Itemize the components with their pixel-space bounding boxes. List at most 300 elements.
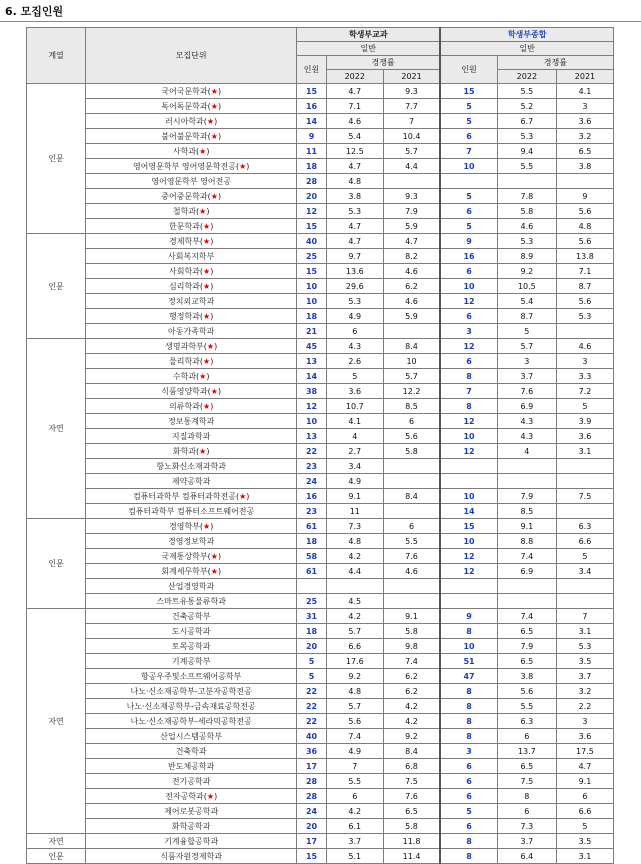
- unit-name: 아동가족학과: [167, 326, 215, 336]
- unit-name: 산업시스템공학부: [160, 731, 223, 741]
- count-a: 16: [297, 489, 327, 504]
- unit-name: 기계융합공학과: [164, 836, 219, 846]
- count-b: 6: [440, 204, 497, 219]
- count-a: 18: [297, 159, 327, 174]
- rate-2021-a: 11.4: [383, 849, 440, 864]
- rate-2022-b: 6: [497, 729, 556, 744]
- unit-name: 항노화신소재과학과: [156, 461, 226, 471]
- unit-cell: 회계세무학부(★): [86, 564, 297, 579]
- rate-2022-a: 4.6: [326, 114, 383, 129]
- count-a: 25: [297, 249, 327, 264]
- header-category: 계열: [27, 28, 86, 84]
- rate-2021-a: 4.6: [383, 294, 440, 309]
- table-row: [27, 354, 614, 369]
- star-icon: ★: [203, 266, 211, 276]
- rate-2022-a: 2.7: [326, 444, 383, 459]
- unit-name: 지질과학과: [171, 431, 211, 441]
- rate-2022-a: 9.1: [326, 489, 383, 504]
- table-row: [27, 249, 614, 264]
- count-a: 28: [297, 789, 327, 804]
- table-row: [27, 114, 614, 129]
- rate-2021-a: 10: [383, 354, 440, 369]
- rate-2022-b: 5.3: [497, 234, 556, 249]
- unit-cell: [86, 744, 297, 759]
- star-icon: ★: [210, 566, 218, 576]
- unit-cell: 수학과(★): [86, 369, 297, 384]
- rate-2021-b: 5: [556, 399, 613, 414]
- header-unit: 모집단위: [86, 28, 297, 84]
- table-row: [27, 774, 614, 789]
- rate-2021-b: 3.2: [556, 129, 613, 144]
- rate-2021-a: 12.2: [383, 384, 440, 399]
- rate-2022-a: 4.2: [326, 549, 383, 564]
- rate-2022-b: 5.5: [497, 699, 556, 714]
- rate-2021-b: [556, 594, 613, 609]
- table-row: [27, 279, 614, 294]
- table-row: [27, 699, 614, 714]
- count-b: 8: [440, 399, 497, 414]
- rate-2021-b: 13.8: [556, 249, 613, 264]
- rate-2022-b: 6.3: [497, 714, 556, 729]
- count-a: 14: [297, 114, 327, 129]
- header-year-2022-b: 2022: [497, 70, 556, 84]
- star-icon: ★: [203, 311, 211, 321]
- rate-2022-a: 4.8: [326, 174, 383, 189]
- unit-cell: [86, 699, 297, 714]
- unit-name: 컴퓨터과학부 컴퓨터소프트웨어전공: [128, 506, 255, 516]
- unit-name: 나노·신소재공학부-세라믹공학전공: [130, 716, 252, 726]
- rate-2021-b: 3.5: [556, 654, 613, 669]
- count-b: 9: [440, 609, 497, 624]
- rate-2022-b: 7.3: [497, 819, 556, 834]
- unit-cell: [86, 669, 297, 684]
- rate-2022-b: 3.7: [497, 369, 556, 384]
- count-a: [297, 579, 327, 594]
- category-cell: 인문: [27, 849, 86, 864]
- rate-2021-a: 9.3: [383, 84, 440, 99]
- unit-name: 화학과: [172, 446, 197, 456]
- rate-2022-a: 4.8: [326, 534, 383, 549]
- rate-2022-a: 6: [326, 789, 383, 804]
- rate-2021-b: 2.2: [556, 699, 613, 714]
- rate-2021-a: [383, 324, 440, 339]
- count-b: 6: [440, 759, 497, 774]
- unit-cell: 독어독문학과(★): [86, 99, 297, 114]
- rate-2021-a: 5.7: [383, 369, 440, 384]
- unit-name: 나노·신소재공학부-금속재료공학전공: [126, 701, 256, 711]
- rate-2022-a: 7.1: [326, 99, 383, 114]
- rate-2021-b: 6: [556, 789, 613, 804]
- unit-name: 생명과학부: [165, 341, 204, 351]
- rate-2022-b: 8.7: [497, 309, 556, 324]
- unit-cell: [86, 414, 297, 429]
- rate-2022-b: [497, 174, 556, 189]
- unit-cell: 철학과(★): [86, 204, 297, 219]
- unit-name: 심리학과: [169, 281, 200, 291]
- count-a: 17: [297, 834, 327, 849]
- rate-2021-b: 3.1: [556, 444, 613, 459]
- rate-2022-b: 8: [497, 789, 556, 804]
- unit-cell: 사회학과(★): [86, 264, 297, 279]
- count-b: 10: [440, 639, 497, 654]
- count-a: 24: [297, 474, 327, 489]
- count-b: 12: [440, 444, 497, 459]
- rate-2022-b: 8.9: [497, 249, 556, 264]
- count-a: 18: [297, 624, 327, 639]
- table-row: [27, 594, 614, 609]
- count-a: 20: [297, 639, 327, 654]
- rate-2022-a: 4.7: [326, 159, 383, 174]
- table-row: [27, 189, 614, 204]
- rate-2021-a: 5.9: [383, 309, 440, 324]
- count-b: 9: [440, 234, 497, 249]
- header-competition-b: 경쟁률: [497, 56, 613, 70]
- unit-cell: [86, 504, 297, 519]
- rate-2021-b: 3.3: [556, 369, 613, 384]
- table-row: [27, 534, 614, 549]
- rate-2022-a: 3.4: [326, 459, 383, 474]
- count-b: 10: [440, 429, 497, 444]
- count-b: 7: [440, 384, 497, 399]
- rate-2022-b: 7.9: [497, 639, 556, 654]
- rate-2021-a: 4.6: [383, 264, 440, 279]
- rate-2021-b: 3.6: [556, 429, 613, 444]
- unit-name: 건축공학부: [171, 611, 211, 621]
- count-b: 5: [440, 219, 497, 234]
- table-row: [27, 339, 614, 354]
- rate-2022-a: 4.7: [326, 234, 383, 249]
- unit-name: 전자공학과: [165, 791, 204, 801]
- unit-name: 제어로봇공학과: [164, 806, 219, 816]
- rate-2022-a: 10.7: [326, 399, 383, 414]
- unit-name: 정치외교학과: [167, 296, 215, 306]
- rate-2022-a: 5.1: [326, 849, 383, 864]
- rate-2022-a: 4.9: [326, 309, 383, 324]
- star-icon: ★: [203, 356, 211, 366]
- unit-name: 산업경영학과: [167, 581, 215, 591]
- table-row: [27, 384, 614, 399]
- count-a: 25: [297, 594, 327, 609]
- count-b: 8: [440, 369, 497, 384]
- unit-cell: 생명과학부(★): [86, 339, 297, 354]
- star-icon: ★: [206, 116, 215, 126]
- star-icon: ★: [206, 791, 215, 801]
- rate-2021-b: 3.4: [556, 564, 613, 579]
- count-b: 5: [440, 804, 497, 819]
- category-cell: 인문: [27, 519, 86, 609]
- count-b: 12: [440, 339, 497, 354]
- count-a: 21: [297, 324, 327, 339]
- unit-name: 도시공학과: [171, 626, 211, 636]
- rate-2021-b: [556, 324, 613, 339]
- table-row: [27, 234, 614, 249]
- unit-cell: [86, 804, 297, 819]
- rate-2022-b: 9.2: [497, 264, 556, 279]
- rate-2021-b: 4.6: [556, 339, 613, 354]
- section-title: 6. 모집인원: [5, 5, 64, 18]
- unit-name: 식품영양학과: [161, 386, 208, 396]
- count-a: 13: [297, 429, 327, 444]
- unit-cell: [86, 834, 297, 849]
- rate-2022-a: 9.7: [326, 249, 383, 264]
- unit-name: 전기공학과: [171, 776, 211, 786]
- count-b: 47: [440, 669, 497, 684]
- rate-2022-b: 3: [497, 354, 556, 369]
- rate-2022-b: 9.1: [497, 519, 556, 534]
- rate-2022-b: 5.2: [497, 99, 556, 114]
- unit-cell: [86, 324, 297, 339]
- rate-2022-a: 4.9: [326, 474, 383, 489]
- rate-2021-b: 4.1: [556, 84, 613, 99]
- count-b: 3: [440, 324, 497, 339]
- unit-name: 수학과: [172, 371, 197, 381]
- table-row: [27, 324, 614, 339]
- table-row: [27, 444, 614, 459]
- rate-2021-a: 6.8: [383, 759, 440, 774]
- star-icon: ★: [239, 161, 247, 171]
- rate-2022-a: 6.1: [326, 819, 383, 834]
- table-row: [27, 219, 614, 234]
- count-a: 18: [297, 309, 327, 324]
- rate-2021-a: 7.6: [383, 789, 440, 804]
- rate-2021-b: 3.8: [556, 159, 613, 174]
- count-a: 17: [297, 759, 327, 774]
- rate-2021-a: 8.4: [383, 489, 440, 504]
- star-icon: ★: [203, 521, 211, 531]
- rate-2021-a: 4.2: [383, 699, 440, 714]
- rate-2022-b: 6.5: [497, 654, 556, 669]
- count-a: 11: [297, 144, 327, 159]
- rate-2021-b: [556, 174, 613, 189]
- unit-cell: [86, 714, 297, 729]
- count-a: 5: [297, 669, 327, 684]
- unit-cell: [86, 249, 297, 264]
- unit-cell: 화학과(★): [86, 444, 297, 459]
- table-row: [27, 564, 614, 579]
- count-a: 40: [297, 729, 327, 744]
- rate-2022-b: 5.7: [497, 339, 556, 354]
- star-icon: ★: [203, 221, 211, 231]
- rate-2021-b: 6.3: [556, 519, 613, 534]
- unit-name: 불어불문학과: [161, 131, 208, 141]
- category-cell: 자연: [27, 339, 86, 519]
- table-row: [27, 99, 614, 114]
- unit-cell: [86, 639, 297, 654]
- rate-2021-b: [556, 579, 613, 594]
- rate-2022-a: 4.7: [326, 219, 383, 234]
- rate-2022-b: [497, 594, 556, 609]
- rate-2021-a: 7.5: [383, 774, 440, 789]
- table-row: [27, 309, 614, 324]
- unit-cell: 컴퓨터과학부 컴퓨터과학전공(★): [86, 489, 297, 504]
- rate-2021-a: 5.9: [383, 219, 440, 234]
- rate-2021-b: 7.5: [556, 489, 613, 504]
- header-group-a: 학생부교과: [297, 28, 441, 42]
- unit-cell: [86, 594, 297, 609]
- rate-2021-a: 8.4: [383, 339, 440, 354]
- unit-cell: 의류학과(★): [86, 399, 297, 414]
- header-competition-a: 경쟁률: [326, 56, 440, 70]
- table-row: [27, 609, 614, 624]
- admission-table: [26, 27, 614, 864]
- rate-2022-b: 8.5: [497, 504, 556, 519]
- rate-2021-a: 9.3: [383, 189, 440, 204]
- count-a: 15: [297, 84, 327, 99]
- rate-2022-a: 5.3: [326, 294, 383, 309]
- rate-2022-b: 5.8: [497, 204, 556, 219]
- rate-2022-a: 7.4: [326, 729, 383, 744]
- unit-cell: 전자공학과(★): [86, 789, 297, 804]
- category-cell: 자연: [27, 609, 86, 834]
- count-a: 24: [297, 804, 327, 819]
- rate-2021-b: 5: [556, 549, 613, 564]
- rate-2022-a: 4.1: [326, 414, 383, 429]
- rate-2022-a: 4: [326, 429, 383, 444]
- rate-2021-b: 3.6: [556, 729, 613, 744]
- count-b: 6: [440, 774, 497, 789]
- count-b: 8: [440, 699, 497, 714]
- rate-2022-b: [497, 579, 556, 594]
- unit-cell: [86, 474, 297, 489]
- rate-2022-b: 3.7: [497, 834, 556, 849]
- rate-2021-b: 4.7: [556, 759, 613, 774]
- table-row: [27, 624, 614, 639]
- count-b: 8: [440, 729, 497, 744]
- count-b: 8: [440, 849, 497, 864]
- rate-2022-a: 5.7: [326, 624, 383, 639]
- rate-2022-b: 3.8: [497, 669, 556, 684]
- table-row: [27, 549, 614, 564]
- count-a: 12: [297, 399, 327, 414]
- rate-2021-a: 9.2: [383, 729, 440, 744]
- unit-name: 항공우주및소프트웨어공학부: [140, 671, 242, 681]
- header-general-b: 일반: [440, 42, 613, 56]
- count-a: 31: [297, 609, 327, 624]
- count-a: 61: [297, 564, 327, 579]
- rate-2022-a: 29.6: [326, 279, 383, 294]
- rate-2022-a: 4.3: [326, 339, 383, 354]
- count-a: 36: [297, 744, 327, 759]
- rate-2022-a: 3.6: [326, 384, 383, 399]
- unit-name: 정보통계학과: [167, 416, 215, 426]
- rate-2022-b: 10.5: [497, 279, 556, 294]
- count-a: 22: [297, 444, 327, 459]
- star-icon: ★: [210, 86, 218, 96]
- header-general-a: 일반: [297, 42, 441, 56]
- count-a: 38: [297, 384, 327, 399]
- rate-2021-b: 6.6: [556, 804, 613, 819]
- unit-name: 영어영문학부 영어전공: [151, 176, 232, 186]
- rate-2022-b: 7.5: [497, 774, 556, 789]
- table-row: [27, 489, 614, 504]
- rate-2022-a: 4.5: [326, 594, 383, 609]
- count-a: 20: [297, 189, 327, 204]
- rate-2021-b: 6.5: [556, 144, 613, 159]
- count-a: 58: [297, 549, 327, 564]
- table-body: [27, 84, 614, 864]
- rate-2021-b: 3.9: [556, 414, 613, 429]
- rate-2022-b: 8.8: [497, 534, 556, 549]
- count-a: 10: [297, 279, 327, 294]
- table-row: [27, 414, 614, 429]
- count-b: [440, 474, 497, 489]
- rate-2022-a: [326, 579, 383, 594]
- table-row: [27, 684, 614, 699]
- unit-name: 토목공학과: [171, 641, 211, 651]
- rate-2022-b: 6.9: [497, 564, 556, 579]
- count-b: [440, 174, 497, 189]
- rate-2021-a: [383, 474, 440, 489]
- unit-name: 기계공학부: [171, 656, 211, 666]
- unit-cell: 물리학과(★): [86, 354, 297, 369]
- unit-name: 러시아학과: [165, 116, 204, 126]
- count-b: 6: [440, 354, 497, 369]
- unit-cell: 영어영문학부 영어영문학전공(★): [86, 159, 297, 174]
- rate-2022-b: 5: [497, 324, 556, 339]
- rate-2021-b: 5.3: [556, 309, 613, 324]
- rate-2022-a: 7.3: [326, 519, 383, 534]
- rate-2022-a: 5.4: [326, 129, 383, 144]
- count-a: 15: [297, 219, 327, 234]
- table-row: [27, 834, 614, 849]
- unit-name: 중어중문학과: [161, 191, 208, 201]
- unit-name: 사회학과: [169, 266, 200, 276]
- table-row: [27, 429, 614, 444]
- star-icon: ★: [239, 491, 247, 501]
- unit-cell: [86, 684, 297, 699]
- rate-2021-b: 3: [556, 99, 613, 114]
- rate-2021-b: 3.2: [556, 684, 613, 699]
- unit-name: 국제통상학부: [161, 551, 208, 561]
- star-icon: ★: [203, 401, 211, 411]
- unit-cell: [86, 609, 297, 624]
- rate-2022-a: 5: [326, 369, 383, 384]
- unit-cell: 행정학과(★): [86, 309, 297, 324]
- unit-name: 경영정보학과: [167, 536, 215, 546]
- table-row: [27, 519, 614, 534]
- rate-2022-a: 9.2: [326, 669, 383, 684]
- table-row: [27, 174, 614, 189]
- rate-2022-a: 4.4: [326, 564, 383, 579]
- header-count-a: 인원: [297, 56, 327, 84]
- rate-2022-a: 5.3: [326, 204, 383, 219]
- rate-2021-a: 6.2: [383, 684, 440, 699]
- count-b: 51: [440, 654, 497, 669]
- rate-2021-a: 7.6: [383, 549, 440, 564]
- rate-2022-b: [497, 459, 556, 474]
- table-row: [27, 669, 614, 684]
- table-row: [27, 819, 614, 834]
- rate-2022-b: 6.7: [497, 114, 556, 129]
- count-b: 6: [440, 129, 497, 144]
- count-b: 6: [440, 309, 497, 324]
- count-b: 16: [440, 249, 497, 264]
- unit-name: 국어국문학과: [161, 86, 208, 96]
- unit-cell: [86, 294, 297, 309]
- unit-name: 스마트유통물류학과: [156, 596, 226, 606]
- rate-2021-b: 5.3: [556, 639, 613, 654]
- rate-2021-b: 9: [556, 189, 613, 204]
- count-b: 6: [440, 264, 497, 279]
- star-icon: ★: [210, 386, 218, 396]
- rate-2021-b: 3.1: [556, 624, 613, 639]
- count-b: 5: [440, 99, 497, 114]
- rate-2022-b: 7.6: [497, 384, 556, 399]
- rate-2022-b: 6.4: [497, 849, 556, 864]
- table-row: [27, 84, 614, 99]
- table-row: [27, 579, 614, 594]
- rate-2022-a: 6: [326, 324, 383, 339]
